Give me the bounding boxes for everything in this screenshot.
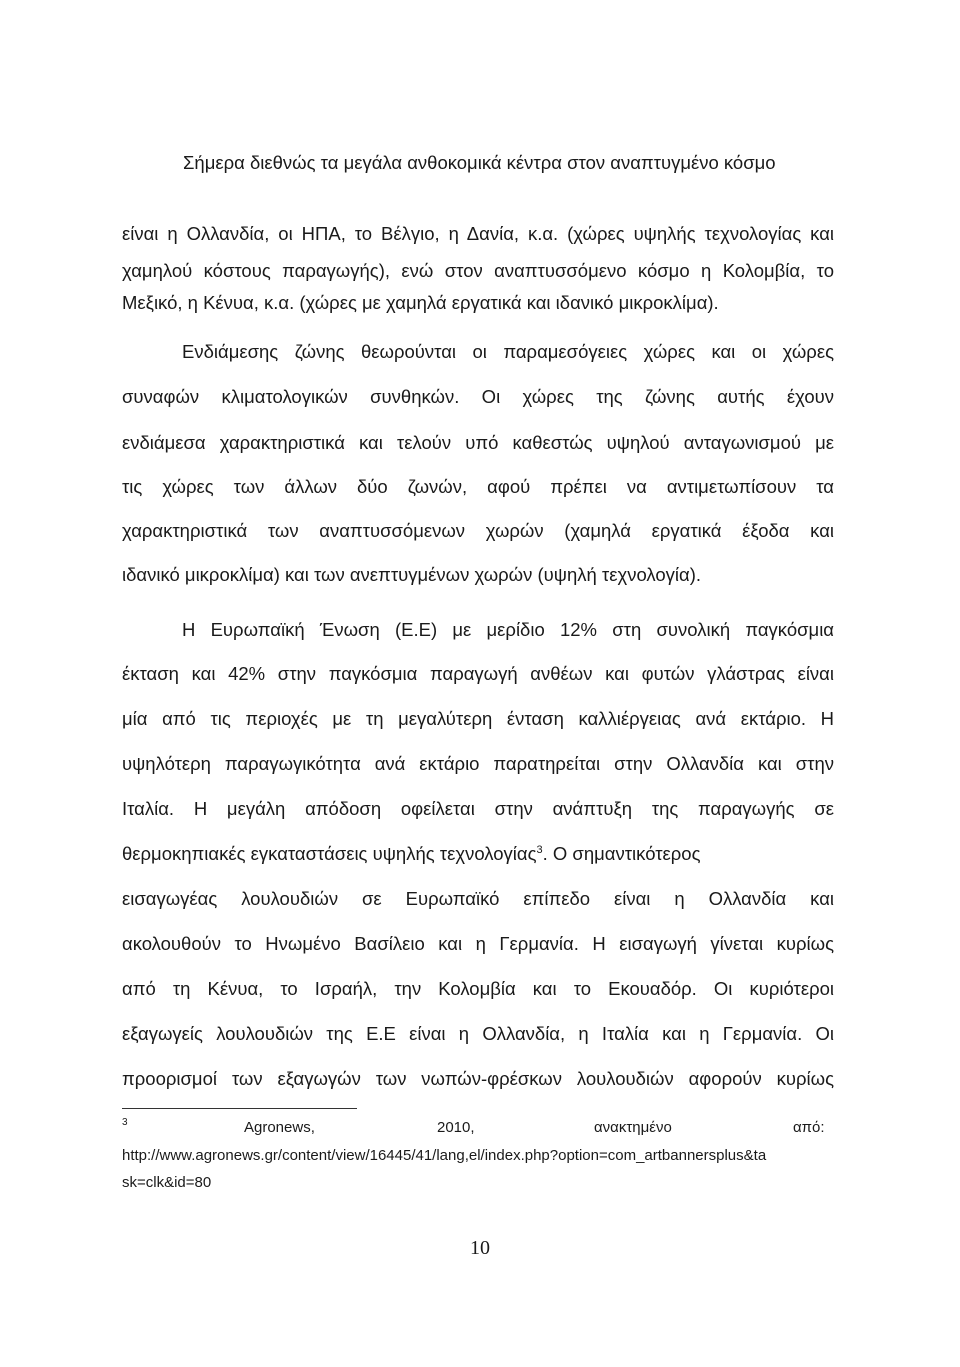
body-line: μία από τις περιοχές με τη μεγαλύτερη ένταση καλλιέργειας ανά εκτάριο. Η bbox=[122, 708, 834, 729]
footnote-year: 2010, bbox=[437, 1119, 475, 1136]
footnote-marker: 3 bbox=[122, 1117, 128, 1128]
body-line: Ενδιάμεσης ζώνης θεωρούνται οι παραμεσόγειες χώρες και οι χώρες bbox=[182, 341, 834, 362]
body-line: εξαγωγείς λουλουδιών της Ε.Ε είναι η Ολλανδία, η Ιταλία και η Γερμανία. Οι bbox=[122, 1023, 834, 1044]
body-line: Μεξικό, η Κένυα, κ.α. (χώρες με χαμηλά εργατικά και ιδανικό μικροκλίμα). bbox=[122, 292, 719, 313]
body-line: είναι η Ολλανδία, οι ΗΠΑ, το Βέλγιο, η Δανία, κ.α. (χώρες υψηλής τεχνολογίας και bbox=[122, 223, 834, 244]
footnote-reference: 3 bbox=[536, 843, 543, 856]
body-line: έκταση και 42% στην παγκόσμια παραγωγή ανθέων και φυτών γλάστρας είναι bbox=[122, 663, 834, 684]
line-head: θερμοκηπιακές εγκαταστάσεις υψηλής τεχνολογίας bbox=[122, 843, 537, 864]
body-line: χαρακτηριστικά των αναπτυσσόμενων χωρών (χαμηλά εργατικά έξοδα και bbox=[122, 520, 834, 541]
body-line: χαμηλού κόστους παραγωγής), ενώ στον αναπτυσσόμενο κόσμο η Κολομβία, το bbox=[122, 260, 834, 281]
body-line: ενδιάμεσα χαρακτηριστικά και τελούν υπό καθεστώς υψηλού ανταγωνισμού με bbox=[122, 432, 834, 453]
body-line: προορισμοί των εξαγωγών των νωπών-φρέσκων λουλουδιών αφορούν κυρίως bbox=[122, 1068, 834, 1089]
footnote-url: http://www.agronews.gr/content/view/16445/41/lang,el/index.php?option=com_artbannersplus&ta bbox=[122, 1147, 767, 1164]
body-line: εισαγωγέας λουλουδιών σε Ευρωπαϊκό επίπεδο είναι η Ολλανδία και bbox=[122, 888, 834, 909]
page-number: 10 bbox=[470, 1237, 490, 1259]
body-line: από τη Κένυα, το Ισραήλ, την Κολομβία και το Εκουαδόρ. Οι κυριότεροι bbox=[122, 978, 834, 999]
body-line: τις χώρες των άλλων δύο ζωνών, αφού πρέπει να αντιμετωπίσουν τα bbox=[122, 476, 834, 497]
footnote-separator bbox=[122, 1108, 357, 1109]
footnote-source: Agronews, bbox=[244, 1119, 315, 1136]
body-line: συναφών κλιματολογικών συνθηκών. Οι χώρες της ζώνης αυτής έχουν bbox=[122, 386, 834, 407]
line-tail: . Ο σημαντικότερος bbox=[542, 843, 701, 864]
footnote-url-continued: sk=clk&id=80 bbox=[122, 1174, 212, 1191]
body-line: υψηλότερη παραγωγικότητα ανά εκτάριο παρατηρείται στην Ολλανδία και στην bbox=[122, 753, 834, 774]
footnote-from: από: bbox=[793, 1119, 825, 1136]
body-line bbox=[122, 841, 834, 867]
body-line: Η Ευρωπαϊκή Ένωση (Ε.Ε) με μερίδιο 12% στη συνολική παγκόσμια bbox=[182, 619, 834, 640]
body-line: ακολουθούν το Ηνωμένο Βασίλειο και η Γερμανία. Η εισαγωγή γίνεται κυρίως bbox=[122, 933, 834, 954]
footnote-retrieved: ανακτημένο bbox=[594, 1119, 672, 1136]
body-line: ιδανικό μικροκλίμα) και των ανεπτυγμένων χωρών (υψηλή τεχνολογία). bbox=[122, 564, 702, 585]
body-line: Ιταλία. Η μεγάλη απόδοση οφείλεται στην ανάπτυξη της παραγωγής σε bbox=[122, 798, 834, 819]
body-line: Σήμερα διεθνώς τα μεγάλα ανθοκομικά κέντρα στον αναπτυγμένο κόσμο bbox=[183, 152, 776, 173]
